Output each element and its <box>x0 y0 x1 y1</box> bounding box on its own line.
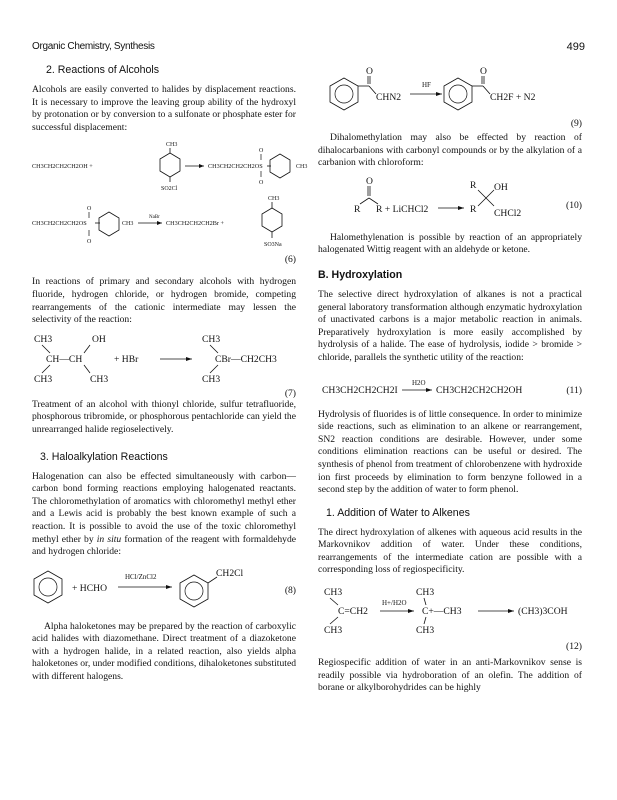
eq6-tosylate-2: CH3CH2CH2CH2OS <box>32 220 87 228</box>
eq12-ch3-a: CH3 <box>324 587 343 599</box>
right-column <box>318 64 582 701</box>
eq6-nabr: NaBr <box>149 215 160 221</box>
eq10-r4: R <box>470 203 477 215</box>
benzene-ring-icon <box>99 212 119 236</box>
benzene-ring-icon <box>262 208 282 232</box>
eq10-o: O <box>366 175 373 187</box>
eq7-chch: CH—CH <box>46 353 83 365</box>
eq7-ch3-e: CH3 <box>202 373 221 385</box>
eq12-ch3-d: CH3 <box>416 625 435 637</box>
eq10-r2: R + LiCHCl2 <box>376 203 429 215</box>
eq6-so2cl: SO2Cl <box>161 186 178 193</box>
eq8-hcho: + HCHO <box>72 582 107 594</box>
eq9-ch2f: CH2F + N2 <box>490 92 536 103</box>
paragraph: Halomethylenation is possible by reaction of an appropriately halogenated Wittig reagent with an aldehyde or ketone. <box>318 231 582 256</box>
eq12-alkene: C=CH2 <box>338 606 368 618</box>
reaction-arrow-icon <box>408 609 414 613</box>
benzene-ring-icon <box>160 153 180 177</box>
reaction-arrow-icon <box>199 164 204 168</box>
reaction-arrow-icon <box>436 92 442 96</box>
eq6-tosylate: CH3CH2CH2CH2OS <box>208 163 263 171</box>
reaction-arrow-icon <box>508 609 514 613</box>
equation-9-scheme <box>318 64 582 128</box>
eq12-product: (CH3)3COH <box>518 606 568 618</box>
eq6-butanol: CH3CH2CH2CH2OH + <box>32 163 93 171</box>
eq6-o-up: O <box>259 148 264 155</box>
eq6-o-down-2: O <box>87 239 92 246</box>
benzene-ring-icon <box>270 154 290 178</box>
reaction-arrow-icon <box>426 388 432 392</box>
eq7-hbr: + HBr <box>114 353 139 365</box>
equation-12-scheme <box>318 583 582 653</box>
paragraph: Treatment of an alcohol with thionyl chloride, sulfur tetrafluoride, phosphorous tribromide, or phosphorous pentachloride can yield the unrearranged halide regioselectively. <box>32 398 296 435</box>
section-heading-reactions-of-alcohols: 2. Reactions of Alcohols <box>46 64 160 76</box>
eq10-r1: R <box>354 203 361 215</box>
paragraph: Dihalomethylation may also be effected by reaction of dihalocarbanions with carbonyl compounds or by the alkylation of a carbanion with chloroform: <box>318 132 582 169</box>
paragraph: Alpha haloketones may be prepared by the reaction of carboxylic acid halides with diazomethane. Direct treatment of a diazoketone with a hydrogen halide, in a related reaction, also yields alpha haloketones or, under modified conditions, dihaloketones substituted with different halogens. <box>32 620 296 683</box>
eq8-ch2cl: CH2Cl <box>216 567 244 579</box>
reaction-arrow-icon <box>157 221 162 225</box>
eq6-product: CH3CH2CH2CH2Br + <box>166 220 224 228</box>
eq6-so3na: SO3Na <box>264 242 282 249</box>
equation-6-scheme <box>32 140 308 266</box>
eq10-r3: R <box>470 179 477 191</box>
eq6-o-down: O <box>259 180 264 187</box>
section-heading-hydroxylation: B. Hydroxylation <box>318 268 403 281</box>
eq10-number: (10) <box>566 199 582 211</box>
eq6-o-up-2: O <box>87 206 92 213</box>
equation-8-scheme <box>32 565 296 613</box>
eq8-conditions: HCl/ZnCl2 <box>125 572 157 581</box>
eq12-cation: C+—CH3 <box>422 606 462 618</box>
eq11-product: CH3CH2CH2CH2OH <box>436 384 523 396</box>
benzene-ring-icon <box>330 78 358 110</box>
eq10-oh: OH <box>494 181 508 193</box>
emphasis-text: in situ <box>96 533 122 545</box>
eq6-ch3-salt: CH3 <box>268 196 280 203</box>
page-number: 499 <box>566 41 585 53</box>
eq12-ch3-b: CH3 <box>324 625 343 637</box>
paragraph: The direct hydroxylation of alkenes with aqueous acid results in the Markovnikov addition of water. Under these conditions, rearrangements of the intermediate cation are possible with a corresponding loss of regiospecificity. <box>318 526 582 576</box>
paragraph: Alcohols are easily converted to halides by displacement reactions. It is necessary to improve the leaving group ability of the hydroxyl by protonation or by conversion to a sulfonate or phosphate ester for successful displacement: <box>32 84 296 133</box>
eq7-cbr: CBr—CH2CH3 <box>215 353 277 365</box>
eq6-ch3-mid: CH3 <box>122 221 134 228</box>
benzene-ring-icon <box>444 78 472 110</box>
eq12-number: (12) <box>566 641 582 653</box>
eq7-number: (7) <box>284 387 296 399</box>
left-column <box>32 64 308 690</box>
eq9-number: (9) <box>570 118 582 129</box>
running-header: Organic Chemistry, Synthesis <box>32 41 155 52</box>
eq9-o2: O <box>480 66 487 77</box>
text-run: Halogenation can also be effected simultaneously with carbon—carbon bond forming reactions employing halogenated reactants. The chloromethylation of aromatics with chloromethyl methyl ether and a Lewis acid is probably the best known example of such a reaction. It is possible to avoid the use of the toxic chloromethyl methyl ether by <box>32 470 296 545</box>
eq11-number: (11) <box>566 384 582 396</box>
eq7-ch3-d: CH3 <box>90 373 109 385</box>
eq9-o1: O <box>366 66 373 77</box>
benzene-ring-icon <box>180 575 208 607</box>
eq6-ch3-right: CH3 <box>296 164 308 171</box>
eq12-ch3-c: CH3 <box>416 587 435 599</box>
benzene-ring-icon <box>34 571 62 603</box>
paragraph: Hydrolysis of fluorides is of little consequence. In order to minimize side reactions, such as elimination to an alkene or rearrangement, SN2 reaction conditions are desirable. However, under some conditions elimination reactions can be useful or desired. The synthesis of phenol from treatment of chlorobenzene with hydroxide ion first proceeds by elimination to form benzyne followed in a second step by the addition of water to form phenol. <box>318 408 582 496</box>
eq9-hf: HF <box>422 81 431 89</box>
paragraph: The selective direct hydroxylation of alkanes is not a practical general laboratory transformation although enzymatic hydroxylation of unactivated carbons is a major metabolic reaction in animals. Preparatively hydroxylation is more easily accomplished by hydrolysis of a halide. The ease of hydrolysis, iodide > bromide > chloride, parallels the synthetic utility of the reaction: <box>318 288 582 363</box>
equation-11-scheme <box>318 371 582 403</box>
eq11-reactant: CH3CH2CH2CH2I <box>322 384 398 396</box>
paragraph <box>32 471 296 559</box>
eq7-ch3-a: CH3 <box>34 333 53 345</box>
paragraph: In reactions of primary and secondary alcohols with hydrogen fluoride, hydrogen chloride, or hydrogen bromide, competing rearrangements of the cationic intermediate may lessen the selectivity of the reaction: <box>32 276 296 326</box>
text-run: formation of the reagent with formaldehyde and hydrogen chloride: <box>32 533 297 558</box>
eq8-number: (8) <box>284 584 296 596</box>
reaction-arrow-icon <box>458 206 464 210</box>
eq7-ch3-b: CH3 <box>34 373 53 385</box>
equation-7-scheme <box>32 333 296 399</box>
section-heading-addition-of-water: 1. Addition of Water to Alkenes <box>326 506 470 519</box>
eq11-conditions: H2O <box>412 378 426 387</box>
section-heading-haloalkylation: 3. Haloalkylation Reactions <box>40 450 168 463</box>
eq6-ch3-top: CH3 <box>166 142 178 149</box>
eq9-chn2: CHN2 <box>376 92 402 103</box>
equation-10-scheme <box>318 176 582 226</box>
eq10-chcl2: CHCl2 <box>494 207 522 219</box>
reaction-arrow-icon <box>186 357 192 361</box>
eq7-oh: OH <box>92 333 106 345</box>
eq6-number: (6) <box>284 254 296 266</box>
eq7-ch3-c: CH3 <box>202 333 221 345</box>
paragraph: Regiospecific addition of water in an anti-Markovnikov sense is readily possible via hydroboration of an olefin. The addition of borane or alkylborohydrides can be highly <box>318 657 582 694</box>
reaction-arrow-icon <box>166 585 172 589</box>
eq12-conditions: H+/H2O <box>382 599 407 608</box>
